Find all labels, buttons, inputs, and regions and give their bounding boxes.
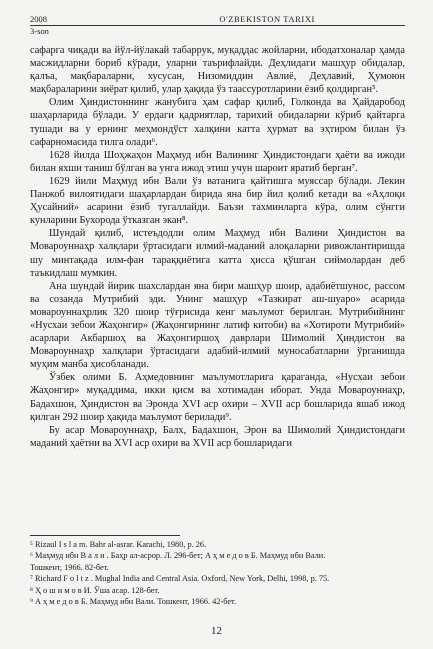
paragraph: Шундай қилиб, истеъдодли олим Маҳмуд ибн Валини Ҳиндистон ва Мовароуннаҳр халқлари ўртасидаги илмий-маданий алоқаларни ривожлантиришда шу минтақада илм-фан тараққиётига катта ҳисса қўшган сиймолардан деб таъкидлаш мумкин. (30, 228, 405, 279)
paragraph: Ўзбек олими Б. Аҳмедовнинг маълумотларига қараганда, «Нусхаи зебои Жаҳонгир» муқаддима, икки қисм ва хотимадан иборат. Унда Мовароуннаҳр, Бадахшон, Ҳиндистон ва Эронда XVI аср охири – XVII аср бошларида яшаб ижод қилган 292 шоир ҳақида маълумот берилади⁹. (30, 372, 405, 423)
footnote: ⁵ Rizaul I s l a m. Bahr al-asrar. Karachi, 1980, p. 26. (30, 540, 207, 549)
header-year: 2008 (30, 14, 47, 24)
paragraph: Олим Ҳиндистоннинг жанубига ҳам сафар қилиб, Голконда ва Ҳайдаробод шаҳарларида бўлади. У ердаги қадриятлар, тарихий обидаларни кўриб қайтарга тушади ва у ернинг меҳмондўст халқини катта ҳурмат ва эҳтиром билан ўз сафарномасида тилга олади⁶. (30, 97, 405, 148)
footnote-continuation: Тошкент, 1966. 82-бет. (30, 562, 109, 572)
paragraph: Бу асар Мовароуннаҳр, Балх, Бадахшон, Эрон ва Шимолий Ҳиндистондаги маданий ҳаётни ва XVI аср охири ва XVII аср бошларидаги (30, 424, 405, 449)
header-issue: 3-son (30, 26, 49, 36)
paragraph: Ана шундай йирик шахслардан яна бири машҳур шоир, адабиётшунос, рассом ва созанда Мутрибий эди. Унинг машҳур «Тазкират аш-шуаро» асарида мовароуннаҳрлик 320 шоир тўғрисида кенг маълумот берилган. Мутрибийнинг «Нусхаи зебои Жаҳонгир» (Жаҳонгирнинг латиф китоби) ва «Хотироти Мутрибий» асарлари Акбаршоҳ ва Жаҳонгиршоҳ даврлари Шимолий Ҳиндистон ва Мовароуннаҳр халқлари ўртасидаги адабий-илмий муносабатларни ўрганишда муҳим манба ҳисобланади. (30, 280, 405, 371)
paragraph: 1628 йилда Шоҳжаҳон Маҳмуд ибн Валининг Ҳиндистондаги ҳаёти ва ижоди билан яхши таниш бўлган ва унга ижод этиш учун шароит яратиб берган⁷. (30, 149, 405, 174)
paragraph: 1629 йили Маҳмуд ибн Вали ўз ватанига қайтишга муяссар бўлади. Лекин Панжоб вилоятидаги шаҳарлардан бирида яна бир йил қолиб кетади ва «Аҳлоқи Ҳусайний» асарини ёзиб тугаллайди. Баъзи тахминларга кўра, олим сўнгги кунларини Бухорода ўтказган экан⁸. (30, 175, 405, 227)
footnote: ⁷ Richard F o l t z . Mughal India and Central Asia. Oxford, New York, Delhi, 1998, p. 75. (30, 574, 330, 584)
footnote: ⁹ А ҳ м е д о в Б. Маҳмуд ибн Вали. Тошкент, 1966. 42-бет. (30, 597, 237, 607)
footnote: ⁶ Маҳмуд ибн В а л и . Баҳр ал-асрор. Л. 296-бет; А ҳ м е д о в Б. Маҳмуд ибн Вали. (30, 551, 326, 561)
running-header (30, 14, 405, 36)
body-text (30, 44, 405, 450)
footnote-divider (30, 535, 180, 536)
page-number: 12 (211, 625, 222, 637)
paragraph: сафарга чиқади ва йўл-йўлакай табаррук, муқаддас жойларни, ибодатхоналар ҳамда масжидларни бориб кўради, уларни таърифлайди. Деҳлидаги машҳур обидалар, қалъа, мақбараларни, хусусан, Низомиддин Авлиё, Деҳлавий, Ҳумоюн мақбараларини зиёрат қилиб, улар ҳақида ўз таассуротларини ёзиб қолдирган⁵. (30, 45, 405, 96)
footnotes (30, 539, 405, 607)
journal-title: O'ZBEKISTON TARIXI (219, 14, 315, 24)
footnote: ⁸ Ҳ о ш и м о в И. Ўша асар. 128-бет. (30, 585, 160, 595)
